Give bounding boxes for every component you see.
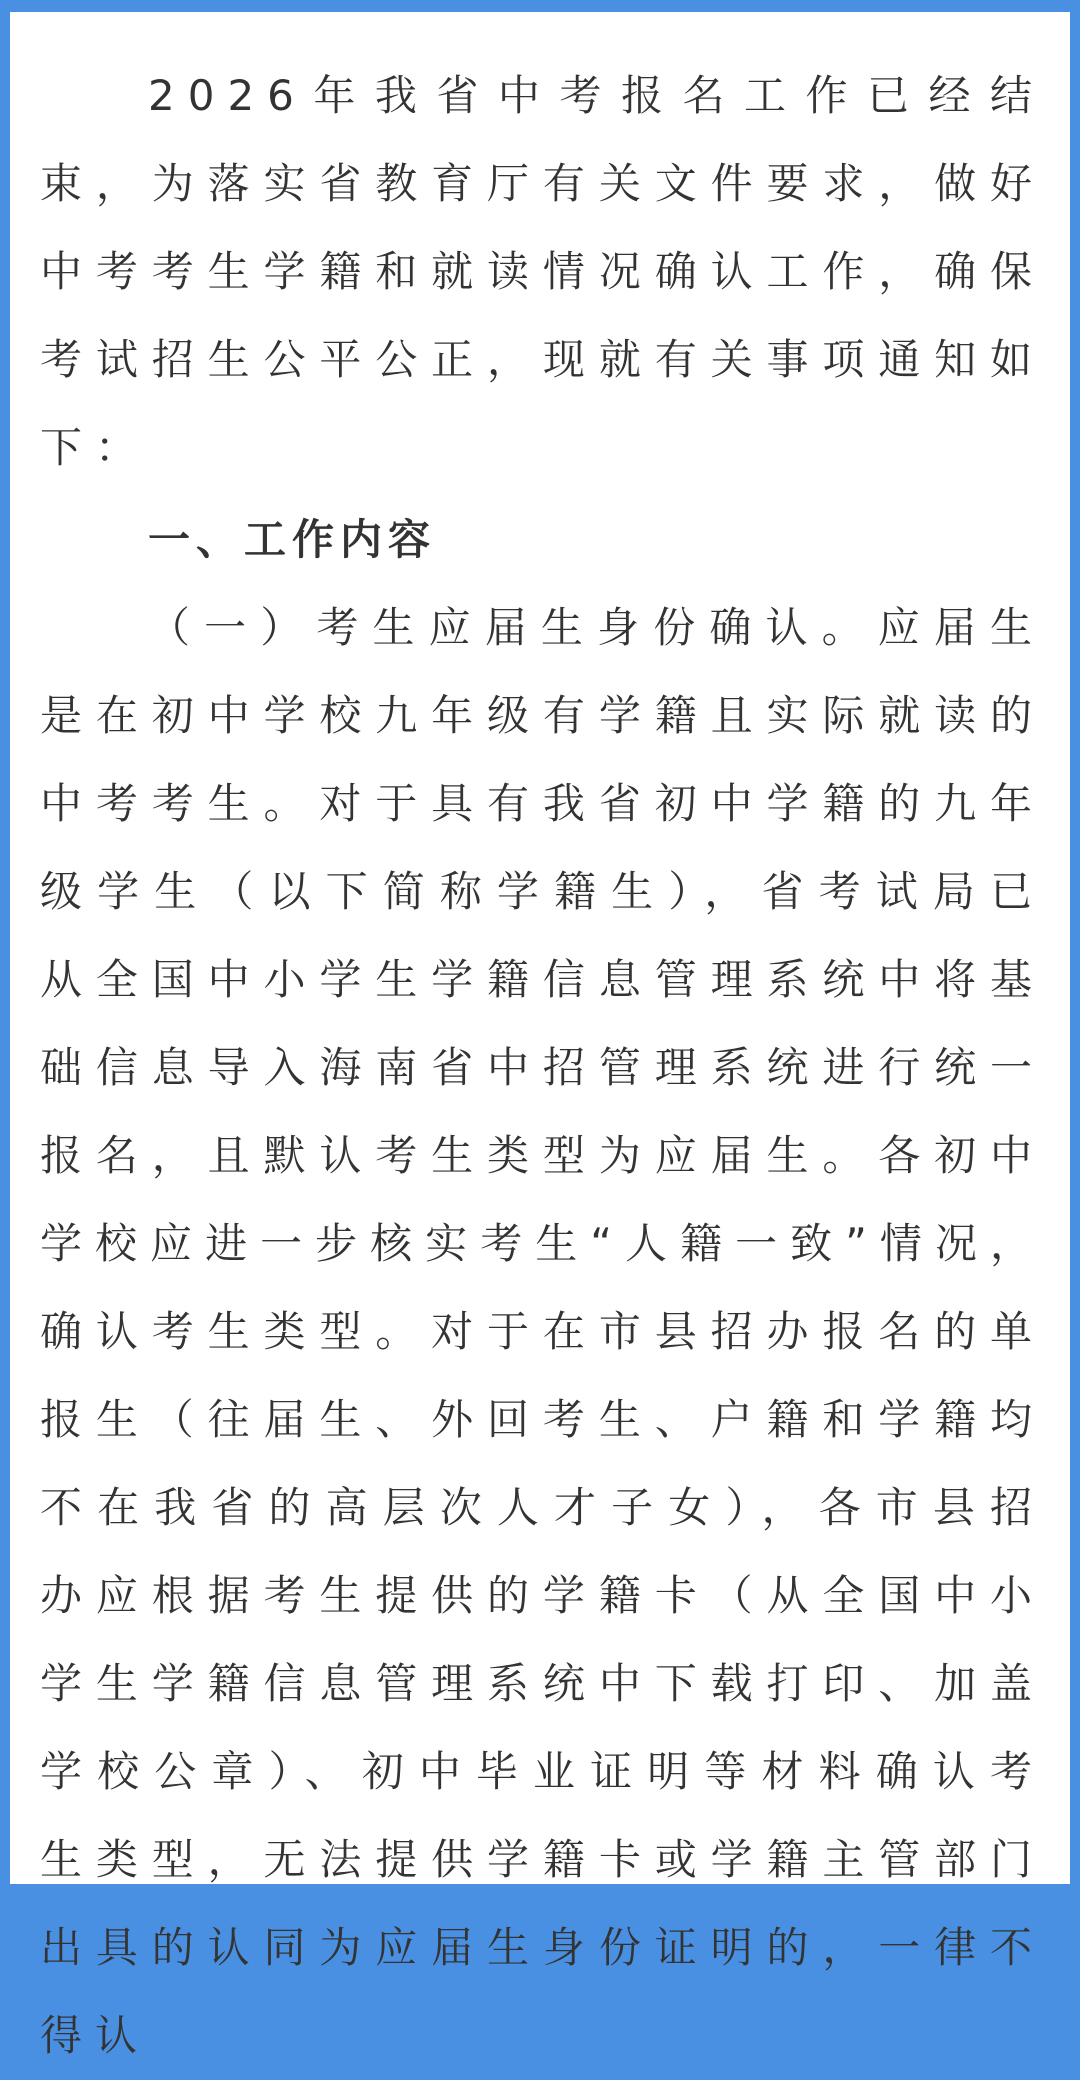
section-heading: 一、工作内容: [148, 515, 437, 564]
section-one-paragraph: （一）考生应届生身份确认。应届生是在初中学校九年级有学籍且实际就读的中考考生。对于具有我省初中学籍的九年级学生（以下简称学籍生），省考试局已从全国中小学生学籍信息管理系统中将基础信息导入海南省中招管理系统进行统一报名，且默认考生类型为应届生。各初中学校应进一步核实考生“人籍一致”情况，确认考生类型。对于在市县招办报名的单报生（往届生、外回考生、户籍和学籍均不在我省的高层次人才子女），各市县招办应根据考生提供的学籍卡（从全国中小学生学籍信息管理系统中下载打印、加盖学校公章）、初中毕业证明等材料确认考生类型，无法提供学籍卡或学籍主管部门出具的认同为应届生身份证明的，一律不得认: [40, 603, 1045, 2060]
article-body: [40, 52, 1045, 2080]
article-page: [10, 12, 1070, 2060]
intro-paragraph: 2026年我省中考报名工作已经结束，为落实省教育厅有关文件要求，做好中考考生学籍和就读情况确认工作，确保考试招生公平公正，现就有关事项通知如下：: [40, 71, 1045, 472]
